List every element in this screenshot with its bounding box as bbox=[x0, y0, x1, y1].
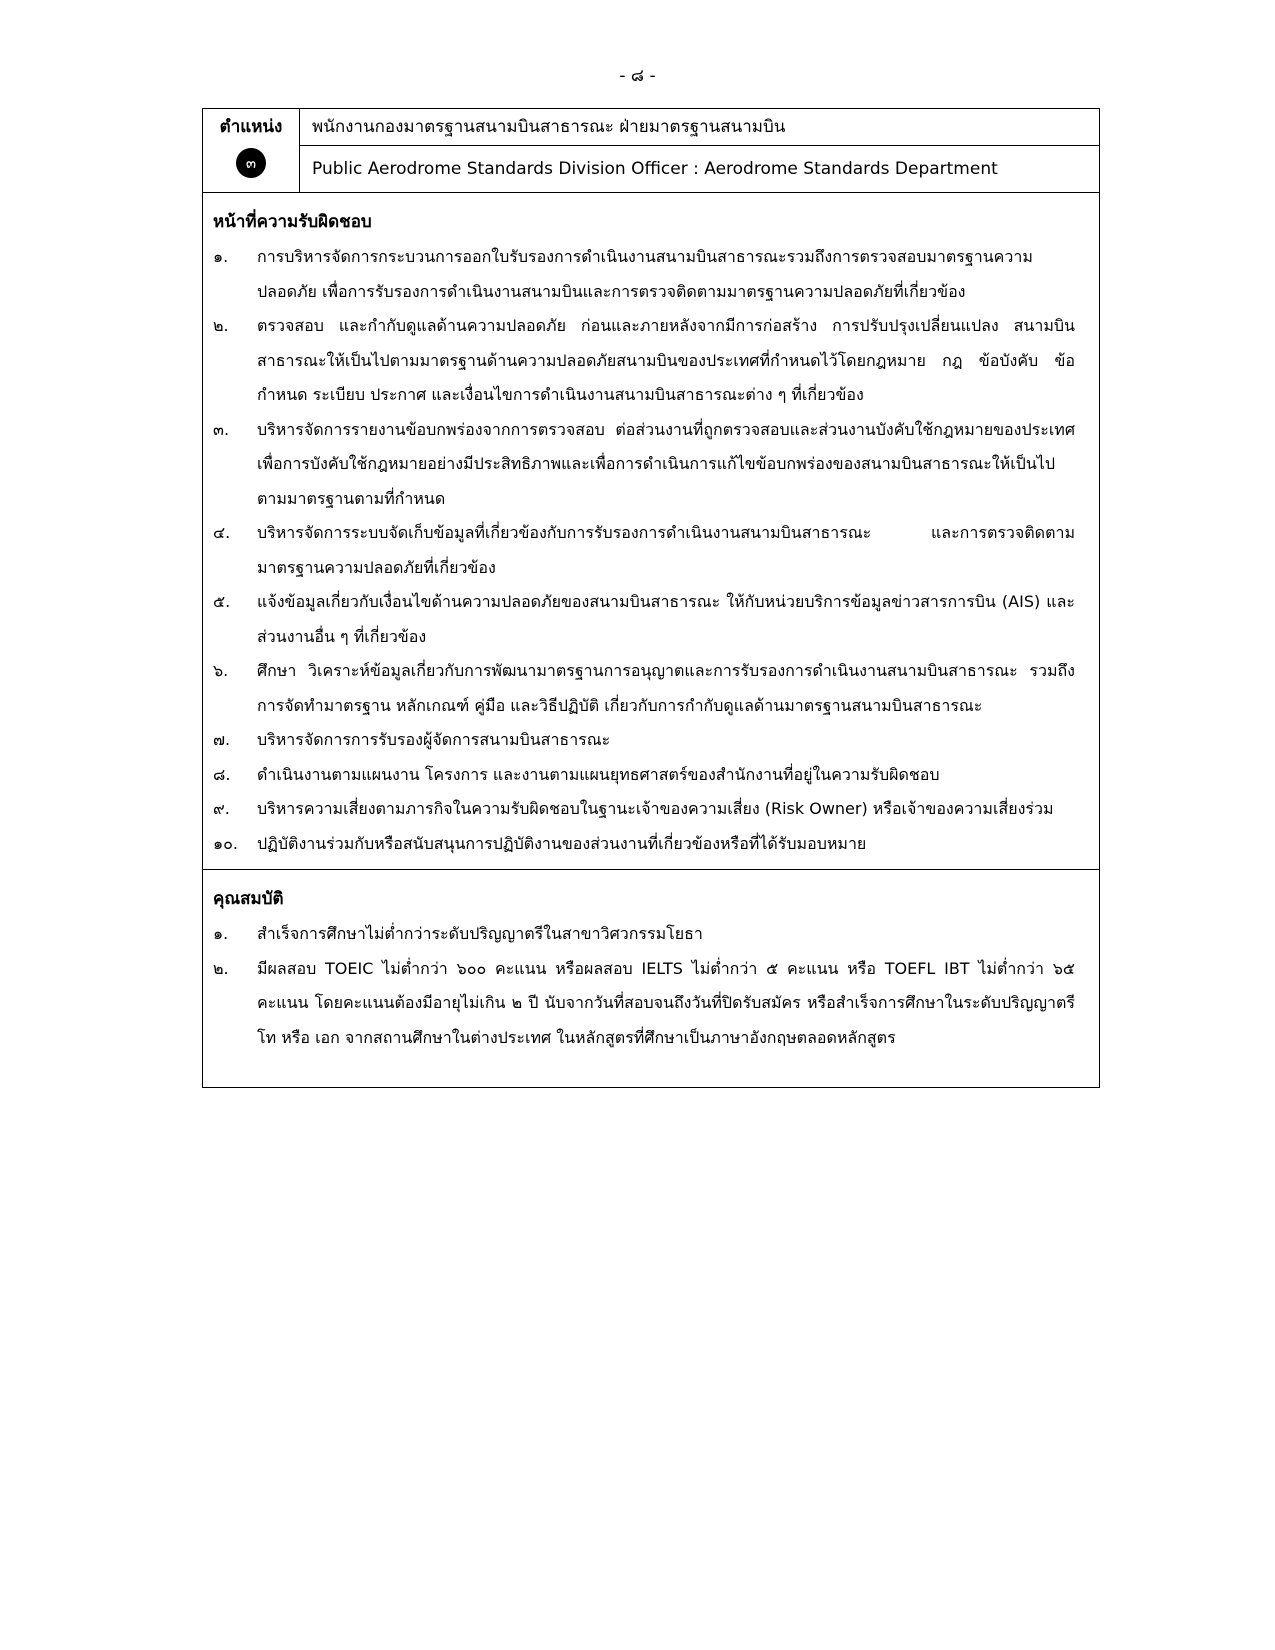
list-item bbox=[213, 952, 1075, 1056]
list-item bbox=[213, 516, 1075, 585]
position-label-cell bbox=[203, 109, 300, 192]
position-header bbox=[203, 109, 1099, 193]
item-number: ๘. bbox=[213, 764, 231, 784]
responsibilities-section bbox=[203, 193, 1099, 869]
item-text: บริหารจัดการการรับรองผู้จัดการสนามบินสาธารณะ bbox=[257, 730, 611, 749]
item-number: ๖. bbox=[213, 661, 229, 680]
list-item bbox=[213, 917, 1075, 952]
position-label: ตำแหน่ง bbox=[219, 117, 283, 137]
item-text: บริหารความเสี่ยงตามภารกิจในความรับผิดชอบในฐานะเจ้าของความเสี่ยง (Risk Owner) หรือเจ้าของความเสี่ยงร่วม bbox=[257, 799, 1054, 818]
item-text: ศึกษา วิเคราะห์ข้อมูลเกี่ยวกับการพัฒนามาตรฐานการอนุญาตและการรับรองการดำเนินงานสนามบินสาธารณะ รวมถึงการจัดทำมาตรฐาน หลักเกณฑ์ คู่มือ และวิธีปฏิบัติ เกี่ยวกับการกำกับดูแลด้านมาตรฐานสนามบินสาธารณะ bbox=[257, 661, 1075, 715]
item-text: บริหารจัดการระบบจัดเก็บข้อมูลที่เกี่ยวข้องกับการรับรองการดำเนินงานสนามบินสาธารณะ และการตรวจติดตามมาตรฐานความปลอดภัยที่เกี่ยวข้อง bbox=[257, 523, 1075, 577]
position-table bbox=[202, 108, 1100, 1088]
list-item bbox=[213, 413, 1075, 517]
item-text: ปฏิบัติงานร่วมกับหรือสนับสนุนการปฏิบัติงานของส่วนงานที่เกี่ยวข้องหรือที่ได้รับมอบหมาย bbox=[257, 833, 867, 853]
responsibilities-heading: หน้าที่ความรับผิดชอบ bbox=[213, 212, 372, 232]
position-number-badge: ๓ bbox=[236, 148, 266, 178]
item-number: ๑. bbox=[213, 924, 229, 943]
list-item bbox=[213, 309, 1075, 413]
position-title-thai: พนักงานกองมาตรฐานสนามบินสาธารณะ ฝ่ายมาตรฐานสนามบิน bbox=[300, 109, 1099, 146]
item-text: การบริหารจัดการกระบวนการออกใบรับรองการดำเนินงานสนามบินสาธารณะรวมถึงการตรวจสอบมาตรฐานความปลอดภัย เพื่อการรับรองการดำเนินงานสนามบินและการตรวจติดตามมาตรฐานความปลอดภัยที่เกี่ยวข้อง bbox=[257, 247, 1033, 301]
responsibilities-list bbox=[213, 240, 1075, 861]
qualifications-heading: คุณสมบัติ bbox=[213, 889, 284, 909]
position-title-english: Public Aerodrome Standards Division Officer : Aerodrome Standards Department bbox=[312, 159, 998, 179]
list-item bbox=[213, 585, 1075, 654]
item-text: บริหารจัดการรายงานข้อบกพร่องจากการตรวจสอบ ต่อส่วนงานที่ถูกตรวจสอบและส่วนงานบังคับใช้กฎหมายของประเทศ เพื่อการบังคับใช้กฎหมายอย่างมีประสิทธิภาพและเพื่อการดำเนินการแก้ไขข้อบกพร่องของสนามบินสาธารณะให้เป็นไปตามมาตรฐานตามที่กำหนด bbox=[257, 419, 1075, 508]
item-number: ๒. bbox=[213, 958, 229, 978]
item-text: ตรวจสอบ และกำกับดูแลด้านความปลอดภัย ก่อนและภายหลังจากมีการก่อสร้าง การปรับปรุงเปลี่ยนแปลง สนามบินสาธารณะให้เป็นไปตามมาตรฐานด้านความปลอดภัยสนามบินของประเทศที่กำหนดไว้โดยกฎหมาย กฎ ข้อบังคับ ข้อกำหนด ระเบียบ ประกาศ และเงื่อนไขการดำเนินงานสนามบินสาธารณะต่าง ๆ ที่เกี่ยวข้อง bbox=[257, 316, 1075, 404]
position-title-cell bbox=[300, 109, 1099, 192]
qualifications-list bbox=[213, 917, 1075, 1055]
item-text: ดำเนินงานตามแผนงาน โครงการ และงานตามแผนยุทธศาสตร์ของสำนักงานที่อยู่ในความรับผิดชอบ bbox=[257, 764, 940, 784]
item-text: มีผลสอบ TOEIC ไม่ต่ำกว่า ๖๐๐ คะแนน หรือผลสอบ IELTS ไม่ต่ำกว่า ๕ คะแนน หรือ TOEFL IBT ไม่ต่ำกว่า ๖๕ คะแนน โดยคะแนนต้องมีอายุไม่เกิน ๒ ปี นับจากวันที่สอบจนถึงวันที่ปิดรับสมัคร หรือสำเร็จการศึกษาในระดับปริญญาตรี โท หรือ เอก จากสถานศึกษาในต่างประเทศ ในหลักสูตรที่ศึกษาเป็นภาษาอังกฤษตลอดหลักสูตร bbox=[257, 958, 1075, 1047]
item-number: ๙. bbox=[213, 799, 230, 818]
item-number: ๕. bbox=[213, 592, 231, 611]
item-number: ๑. bbox=[213, 247, 229, 266]
item-number: ๗. bbox=[213, 730, 231, 749]
qualifications-section bbox=[203, 869, 1099, 1087]
list-item bbox=[213, 758, 1075, 793]
list-item bbox=[213, 240, 1075, 309]
item-text: สำเร็จการศึกษาไม่ต่ำกว่าระดับปริญญาตรีในสาขาวิศวกรรมโยธา bbox=[257, 924, 703, 943]
item-number: ๒. bbox=[213, 316, 229, 335]
list-item bbox=[213, 827, 1075, 862]
list-item bbox=[213, 654, 1075, 723]
page-number: - ๘ - bbox=[619, 66, 656, 86]
item-number: ๑๐. bbox=[213, 833, 239, 853]
list-item bbox=[213, 792, 1075, 827]
item-number: ๓. bbox=[213, 419, 230, 439]
list-item bbox=[213, 723, 1075, 758]
item-text: แจ้งข้อมูลเกี่ยวกับเงื่อนไขด้านความปลอดภัยของสนามบินสาธารณะ ให้กับหน่วยบริการข้อมูลข่าวสารการบิน (AIS) และส่วนงานอื่น ๆ ที่เกี่ยวข้อง bbox=[257, 592, 1075, 646]
item-number: ๔. bbox=[213, 523, 231, 542]
